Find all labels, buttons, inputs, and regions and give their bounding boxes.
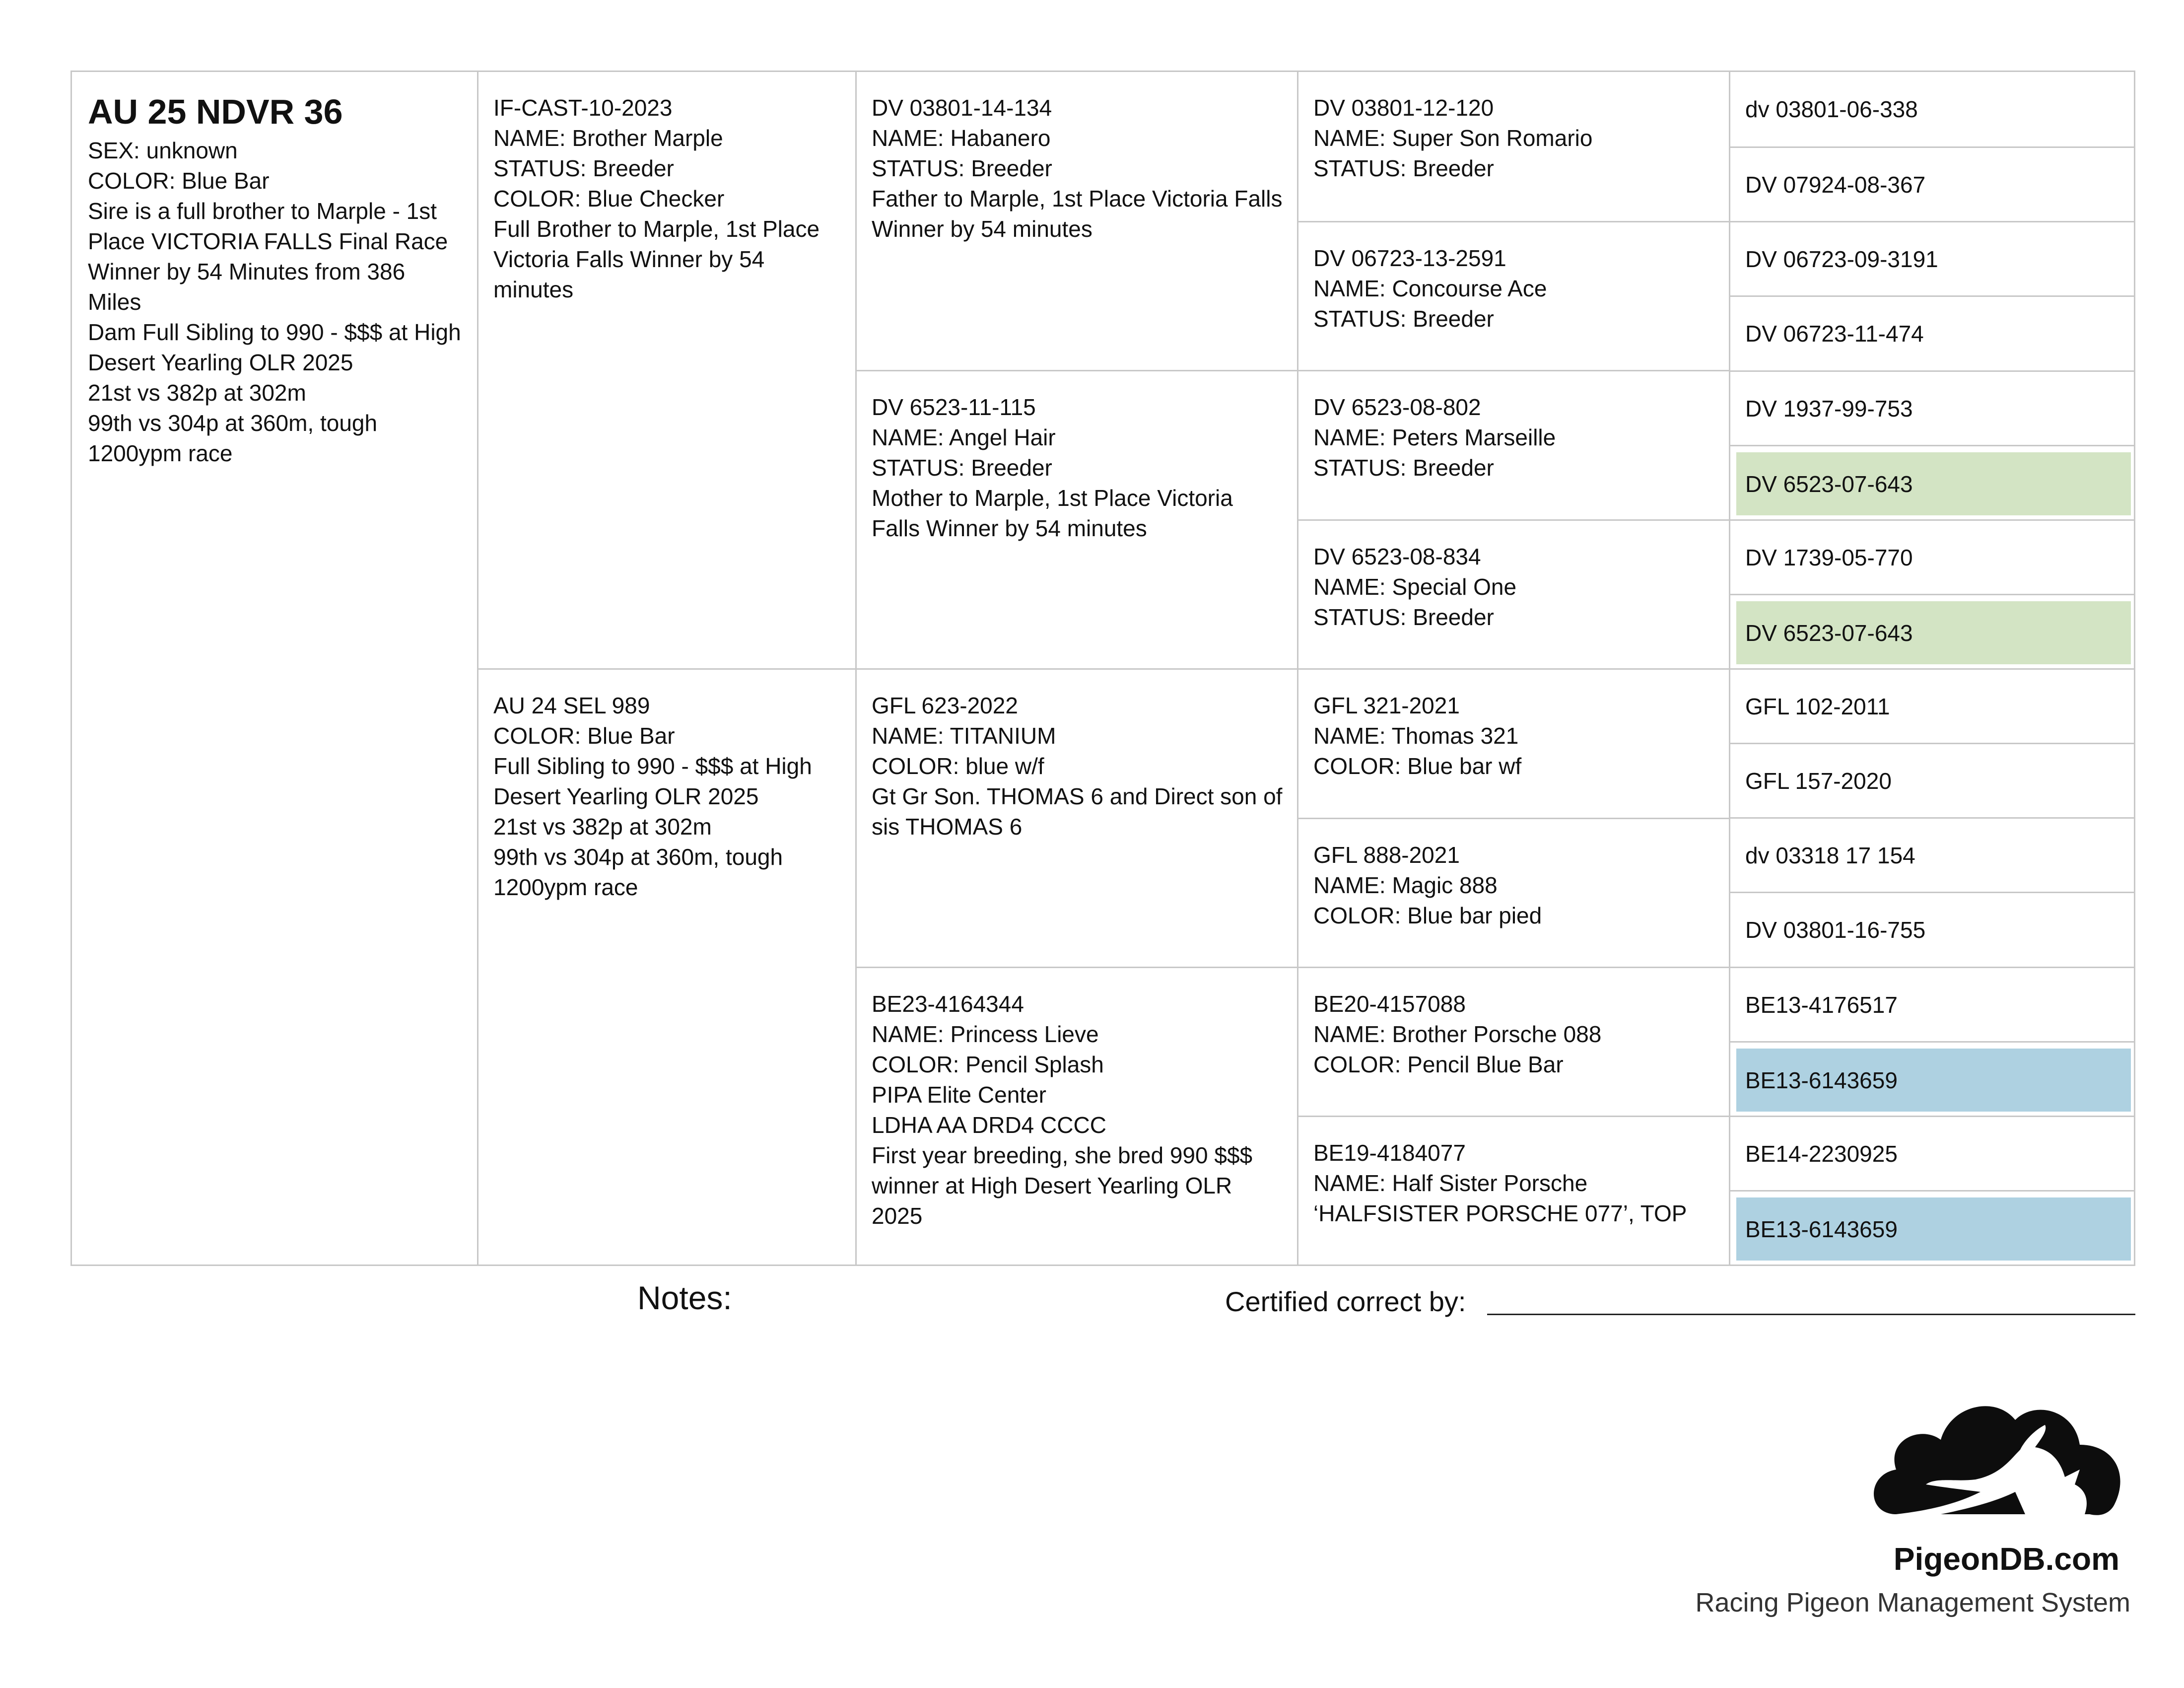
gg-grandparent-cell — [1729, 743, 2134, 817]
gg-grandparent-label: DV 1739-05-770 — [1745, 544, 1913, 570]
gg-grandparent-label: DV 07924-08-367 — [1745, 171, 1926, 198]
gg-grandparent-cell — [1729, 221, 2134, 295]
notes-label: Notes: — [637, 1279, 732, 1316]
gg-grandparent-label: DV 6523-07-643 — [1736, 601, 2131, 664]
gg-grandparent-label: GFL 102-2011 — [1745, 693, 1890, 719]
grandparent-cell: BE23-4164344 NAME: Princess Lieve COLOR: Pencil Splash PIPA Elite Center LDHA AA DRD4 CCCC First year breeding, she bred 990 $$$ winner at High Desert Yearling OLR 2025 — [855, 967, 1297, 1265]
gg-grandparent-column — [1729, 72, 2134, 1265]
gg-grandparent-label: DV 03801-16-755 — [1745, 917, 1926, 943]
gg-grandparent-cell — [1729, 146, 2134, 221]
gg-grandparent-label: BE14-2230925 — [1745, 1140, 1898, 1167]
gg-grandparent-cell — [1729, 817, 2134, 892]
great-grandparent-cell: DV 06723-13-2591 NAME: Concourse Ace STATUS: Breeder — [1297, 221, 1729, 370]
great-grandparent-cell: DV 03801-12-120 NAME: Super Son Romario STATUS: Breeder — [1297, 72, 1729, 221]
sire-cell: IF-CAST-10-2023 NAME: Brother Marple STATUS: Breeder COLOR: Blue Checker Full Brother to Marple, 1st Place Victoria Falls Winner by 54 minutes — [477, 72, 855, 668]
great-grandparent-cell: BE20-4157088 NAME: Brother Porsche 088 COLOR: Pencil Blue Bar — [1297, 967, 1729, 1116]
grandparent-cell: DV 6523-11-115 NAME: Angel Hair STATUS: Breeder Mother to Marple, 1st Place Victoria Falls Winner by 54 minutes — [855, 370, 1297, 668]
gg-grandparent-label: dv 03318 17 154 — [1745, 842, 1915, 868]
gg-grandparent-label: DV 06723-11-474 — [1745, 321, 1924, 347]
gg-grandparent-cell — [1729, 1116, 2134, 1190]
dam-cell: AU 24 SEL 989 COLOR: Blue Bar Full Sibling to 990 - $$$ at High Desert Yearling OLR 2025 21st vs 382p at 302m 99th vs 304p at 360m, tough 1200ypm race — [477, 668, 855, 1265]
grandparent-cell: DV 03801-14-134 NAME: Habanero STATUS: Breeder Father to Marple, 1st Place Victoria Falls Winner by 54 minutes — [855, 72, 1297, 370]
brand-name: PigeonDB.com — [1893, 1541, 2119, 1577]
gg-grandparent-cell — [1729, 295, 2134, 370]
gg-grandparent-label: DV 6523-07-643 — [1736, 452, 2131, 515]
grandparent-cell: GFL 623-2022 NAME: TITANIUM COLOR: blue w/f Gt Gr Son. THOMAS 6 and Direct son of sis THOMAS 6 — [855, 668, 1297, 967]
gg-grandparent-cell — [1729, 892, 2134, 967]
gg-grandparent-cell — [1729, 967, 2134, 1041]
pigeondb-logo-icon — [1866, 1390, 2134, 1539]
gg-grandparent-label: BE13-6143659 — [1736, 1049, 2131, 1112]
great-grandparent-cell: DV 6523-08-802 NAME: Peters Marseille STATUS: Breeder — [1297, 370, 1729, 519]
gg-grandparent-label: DV 1937-99-753 — [1745, 395, 1913, 422]
great-grandparent-cell: DV 6523-08-834 NAME: Special One STATUS: Breeder — [1297, 519, 1729, 668]
subject-cell — [72, 72, 477, 1265]
gg-grandparent-cell — [1729, 519, 2134, 594]
certified-label: Certified correct by: — [1225, 1286, 1466, 1317]
gg-grandparent-cell — [1729, 1041, 2134, 1116]
brand-tagline: Racing Pigeon Management System — [1695, 1588, 2130, 1618]
gg-grandparent-label: dv 03801-06-338 — [1745, 96, 1918, 122]
pedigree-table — [70, 70, 2135, 1266]
gg-grandparent-label: DV 06723-09-3191 — [1745, 246, 1938, 272]
great-grandparent-cell: GFL 888-2021 NAME: Magic 888 COLOR: Blue bar pied — [1297, 818, 1729, 967]
gg-grandparent-cell — [1729, 594, 2134, 668]
gg-grandparent-cell — [1729, 1190, 2134, 1265]
subject-ring-number: AU 25 NDVR 36 — [88, 92, 343, 131]
gg-grandparent-cell — [1729, 72, 2134, 146]
gg-grandparent-label: BE13-4176517 — [1745, 991, 1898, 1018]
great-grandparent-cell: BE19-4184077 NAME: Half Sister Porsche ‘HALFSISTER PORSCHE 077’, TOP — [1297, 1116, 1729, 1265]
gg-grandparent-cell — [1729, 445, 2134, 519]
signature-line — [1487, 1314, 2135, 1315]
gg-grandparent-label: GFL 157-2020 — [1745, 768, 1892, 794]
subject-details: SEX: unknown COLOR: Blue Bar Sire is a full brother to Marple - 1st Place VICTORIA FALLS Final Race Winner by 54 Minutes from 386 Miles Dam Full Sibling to 990 - $$$ at High Desert Yearling OLR 2025 21st vs 382p at 302m 99th vs 304p at 360m, tough 1200ypm race — [88, 138, 461, 466]
great-grandparent-cell: GFL 321-2021 NAME: Thomas 321 COLOR: Blue bar wf — [1297, 668, 1729, 818]
gg-grandparent-cell — [1729, 370, 2134, 445]
gg-grandparent-label: BE13-6143659 — [1736, 1197, 2131, 1261]
gg-grandparent-cell — [1729, 668, 2134, 743]
